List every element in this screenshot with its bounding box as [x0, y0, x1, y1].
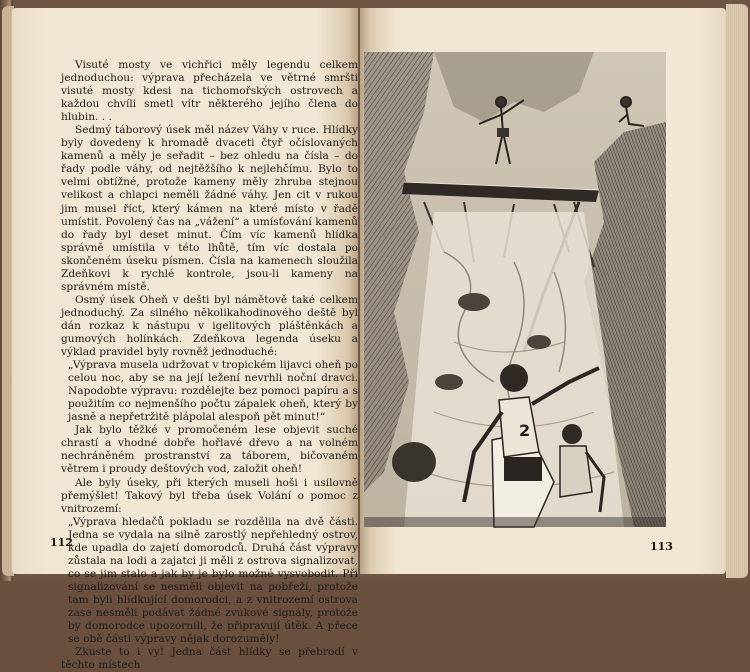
body-text: [61, 59, 358, 672]
paragraph: Zkuste to i vy! Jedna část hlídky se přebrodí v těchto místech: [61, 646, 358, 672]
paragraph: Ale byly úseky, při kterých museli hoši i usilovně přemýšlet! Takový byl třeba úsek Volání o pomoc z vnitrozemí:: [61, 476, 358, 515]
jersey-number: 2: [519, 421, 531, 440]
right-page: [360, 8, 726, 574]
quote-paragraph: „Výprava musela udržovat v tropickém lijavci oheň po celou noc, aby se na její ležení nevrhli noční dravci. Napodobte výpravu: rozdělejte bez pomoci papíru a s použitím co nejmenšího počtu zápalek oheň, který by jasně a nepřetržitě plápolal alespoň pět minut!“: [68, 359, 358, 424]
rock: [527, 335, 551, 349]
left-page: [12, 8, 358, 672]
rock: [392, 442, 436, 482]
quote-paragraph: „Výprava hledačů pokladu se rozdělila na dvě části. Jedna se vydala na silně zarostlý nepřehledný ostrov, kde upadla do zajetí domorodců. Druhá část výpravy zůstala na lodi a zajatci ji měli z ostrova signalizovat, co se jim stalo a jak by je bylo možné vysvobodit. Při signalizování se nesměli objevit na pobřeží, protože tam byli hlídkující domorodci, a z vnitrozemí ostrova zase nesměli podávat žádné zvukové signály, protože by domorodce upozornili, že připravují útěk. A přece se obě části výpravy nějak dorozuměly!: [68, 515, 358, 646]
paragraph: Sedmý táborový úsek měl název Váhy v ruce. Hlídky byly dovedeny k hromadě dvaceti čtyř očíslovaných kamenů a měly je seřadit – bez ohledu na čísla – do řady podle váhy, od nejtěžšího k nejlehčímu. Bylo to velmi obtížné, protože kameny měly zhruba stejnou velikost a chlapci neměli žádné váhy. Jen cit v rukou jim musel říct, který kámen na které místo v řadě umístit. Povolený čas na „vážení“ a umísťování kamenů do řady byl deset minut. Čím víc kamenů hlídka správně umístila v této lhůtě, tím víc dostala po skončeném úseku písmen. Čísla na kamenech sloužila Zdeňkovi k rychlé kontrole, jsou-li kameny na správném místě.: [61, 124, 358, 293]
paragraph: Osmý úsek Oheň v dešti byl námětově také celkem jednoduchý. Za silného několikahodinového deště byl dán rozkaz k nástupu v igelitových pláštěnkách a gumových holínkách. Zdeňkova legenda úseku a výklad pravidel byly rovněž jednoduché:: [61, 293, 358, 359]
paragraph: Visuté mosty ve vichřici měly legendu celkem jednoduchou: výprava přecházela ve větrné smršti visuté mosty kdesi na tichomořských ostrovech a každou chvíli smetl vítr některého jejího člena do hlubin. . .: [61, 59, 358, 124]
page-number-left: 112: [50, 536, 73, 549]
paragraph: Jak bylo těžké v promočeném lese objevit suché chrastí a vhodné dobře hořlavé dřevo a na volném nechráněném prostranství za táborem, bičovaném větrem i proudy deštových vod, založit oheň!: [61, 424, 358, 476]
rock: [458, 293, 490, 311]
right-page-edges: [726, 4, 748, 578]
illustration: [364, 52, 666, 527]
rock: [435, 374, 463, 390]
page-number-right: 113: [650, 540, 673, 553]
